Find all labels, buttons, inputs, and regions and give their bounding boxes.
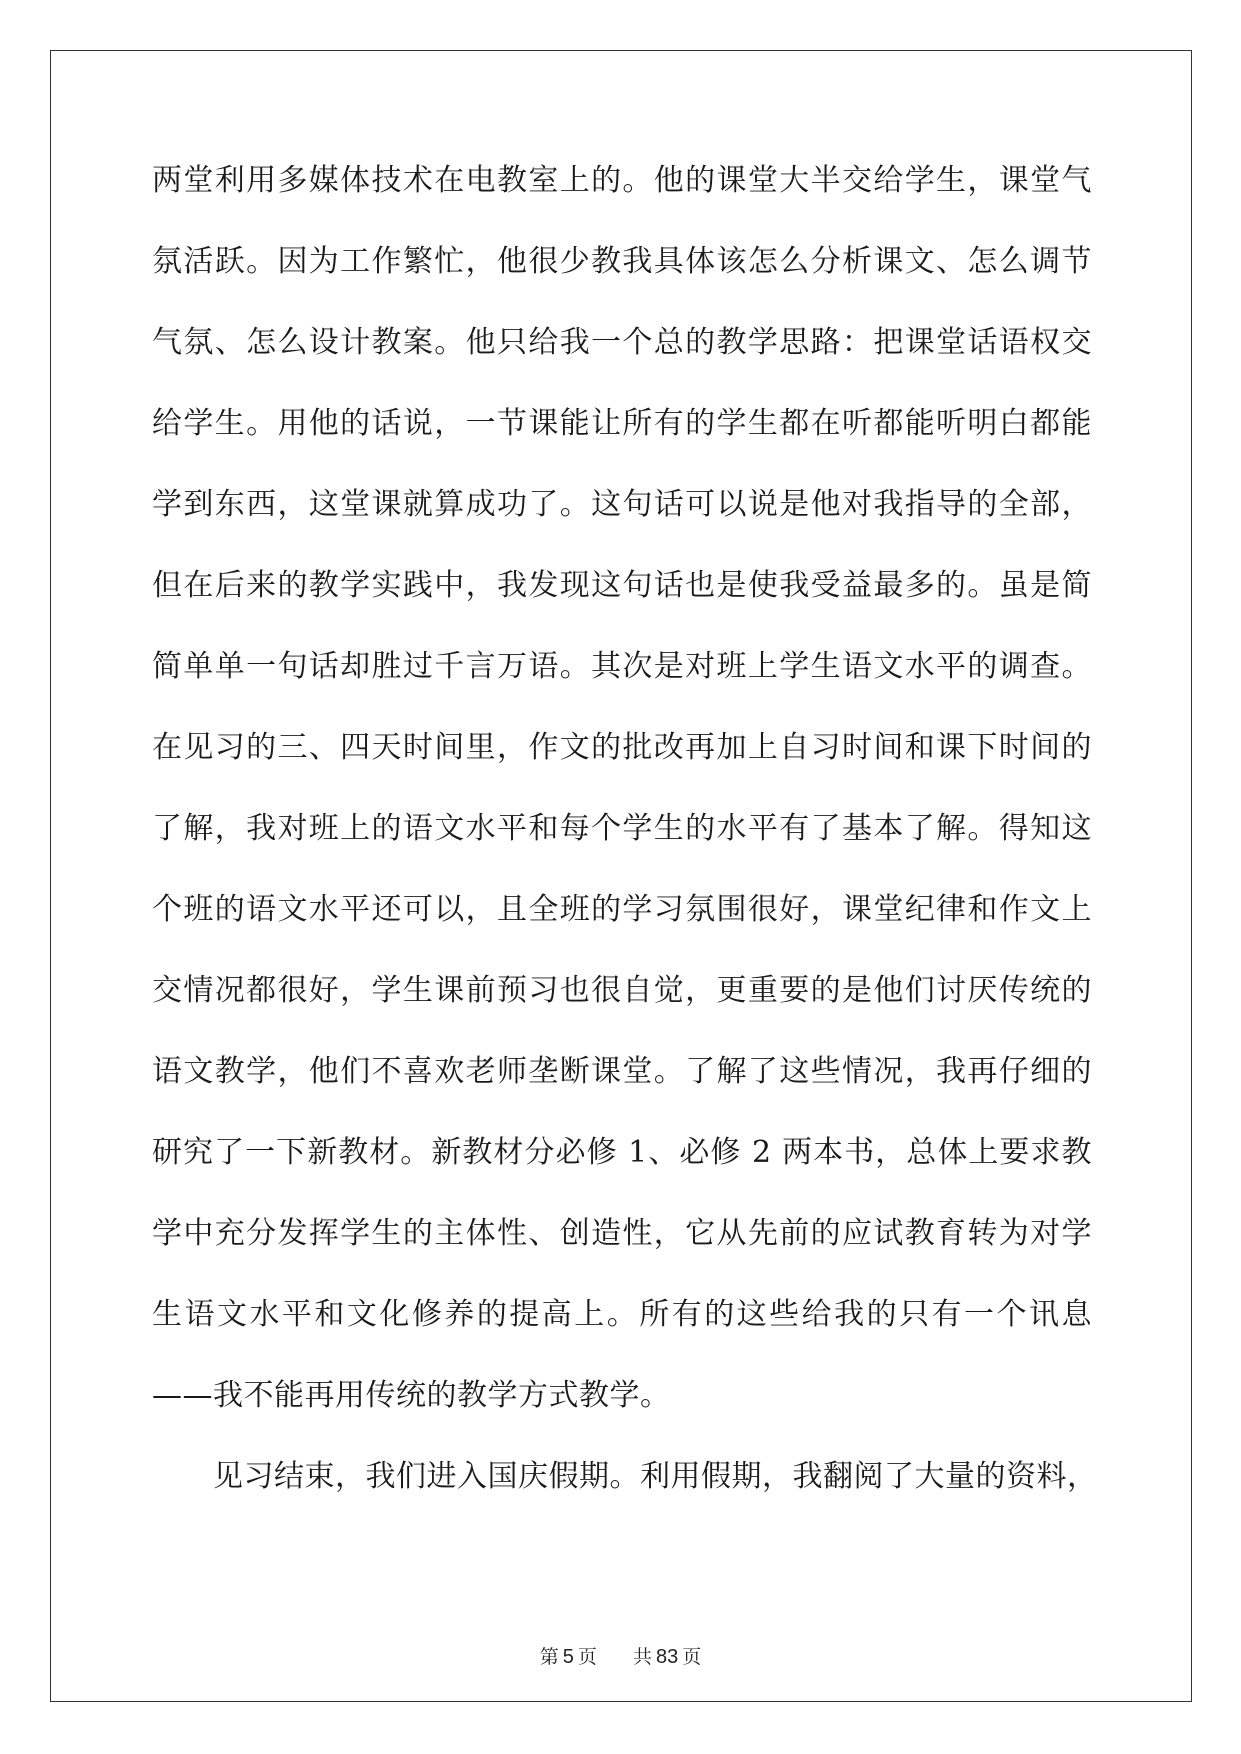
page-suffix: 页 [577,1646,597,1668]
body-line: 但在后来的教学实践中，我发现这句话也是使我受益最多的。虽是简 [152,568,1092,603]
body-line: 语文教学，他们不喜欢老师垄断课堂。了解了这些情况，我再仔细的 [152,1054,1092,1089]
body-line: 学到东西，这堂课就算成功了。这句话可以说是他对我指导的全部， [152,487,1092,522]
page-prefix: 第 [539,1646,559,1668]
body-line: 氛活跃。因为工作繁忙，他很少教我具体该怎么分析课文、怎么调节 [152,244,1092,279]
total-suffix: 页 [682,1646,702,1668]
body-line: 生语文水平和文化修养的提高上。所有的这些给我的只有一个讯息 [152,1297,1092,1332]
body-line: 学中充分发挥学生的主体性、创造性，它从先前的应试教育转为对学 [152,1216,1092,1251]
body-line: 在见习的三、四天时间里，作文的批改再加上自习时间和课下时间的 [152,730,1092,765]
body-line: ——我不能再用传统的教学方式教学。 [152,1378,671,1413]
body-line: 见习结束，我们进入国庆假期。利用假期，我翻阅了大量的资料， [152,1459,1098,1494]
total-pages: 83 [656,1646,679,1668]
document-body [152,163,1098,1540]
body-line: 给学生。用他的话说，一节课能让所有的学生都在听都能听明白都能 [152,406,1092,441]
body-line: 简单单一句话却胜过千言万语。其次是对班上学生语文水平的调查。 [152,649,1092,684]
body-line: 了解，我对班上的语文水平和每个学生的水平有了基本了解。得知这 [152,811,1092,846]
body-line: 气氛、怎么设计教案。他只给我一个总的教学思路：把课堂话语权交 [152,325,1092,360]
total-prefix: 共 [632,1646,652,1668]
body-line: 研究了一下新教材。新教材分必修 1、必修 2 两本书，总体上要求教 [152,1135,1092,1170]
page-footer [0,1642,1241,1669]
body-line: 交情况都很好，学生课前预习也很自觉，更重要的是他们讨厌传统的 [152,973,1092,1008]
body-line: 两堂利用多媒体技术在电教室上的。他的课堂大半交给学生，课堂气 [152,163,1092,198]
body-line: 个班的语文水平还可以，且全班的学习氛围很好，课堂纪律和作文上 [152,892,1092,927]
page-number: 5 [562,1646,574,1668]
